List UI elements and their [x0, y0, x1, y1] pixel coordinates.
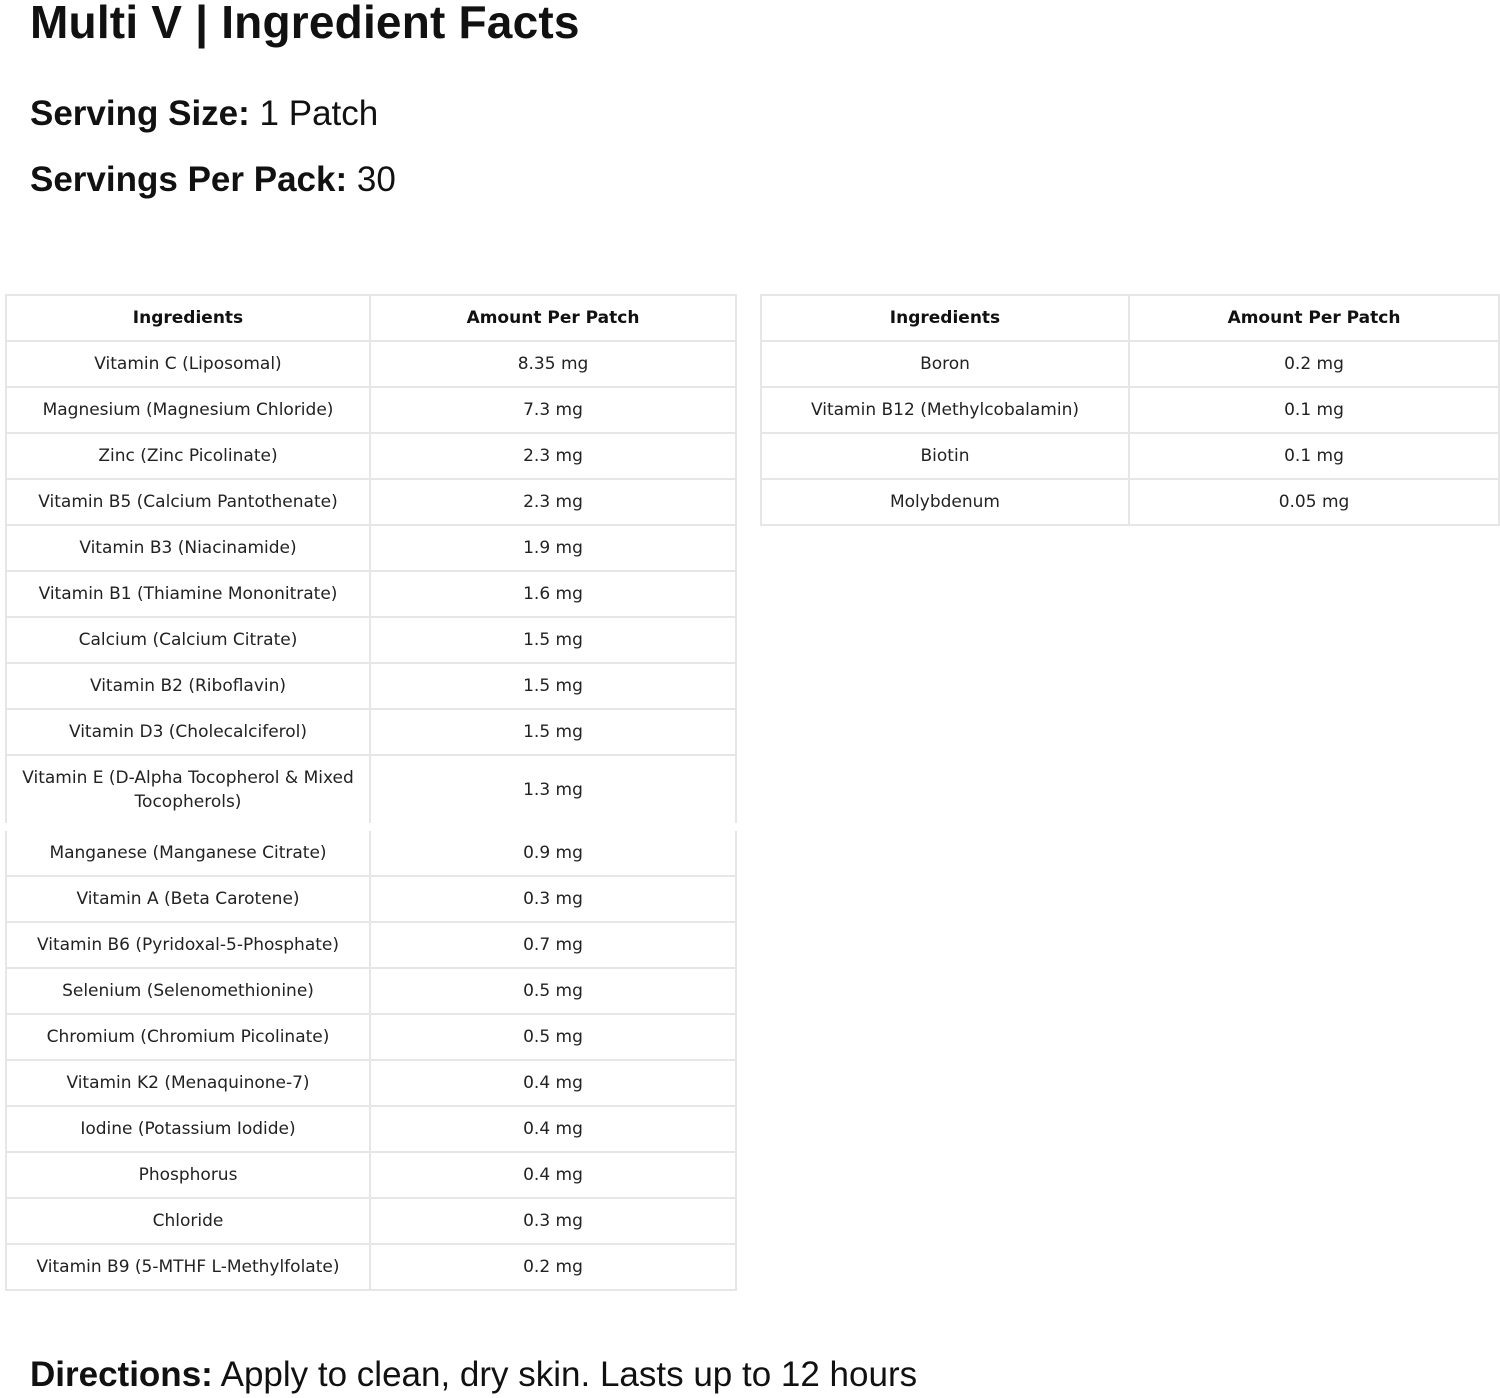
amount-cell: 1.9 mg: [370, 525, 736, 571]
ingredient-cell: Vitamin E (D-Alpha Tocopherol & Mixed Tocopherols): [6, 755, 370, 827]
table-header-row: [6, 295, 736, 341]
table-row: [6, 479, 736, 525]
amount-cell: 1.3 mg: [370, 755, 736, 827]
ingredient-cell: Zinc (Zinc Picolinate): [6, 433, 370, 479]
ingredient-cell: Magnesium (Magnesium Chloride): [6, 387, 370, 433]
ingredient-cell: Vitamin B3 (Niacinamide): [6, 525, 370, 571]
serving-size-label: Serving Size:: [30, 94, 250, 133]
table-row: [6, 1014, 736, 1060]
directions-label: Directions:: [30, 1355, 213, 1394]
amount-cell: 0.1 mg: [1129, 387, 1499, 433]
amount-cell: 1.5 mg: [370, 617, 736, 663]
table-row: [6, 1152, 736, 1198]
table-row: [761, 387, 1499, 433]
column-header-ingredients: Ingredients: [6, 295, 370, 341]
ingredient-cell: Boron: [761, 341, 1129, 387]
ingredient-cell: Molybdenum: [761, 479, 1129, 525]
column-header-amount: Amount Per Patch: [1129, 295, 1499, 341]
amount-cell: 0.4 mg: [370, 1106, 736, 1152]
amount-cell: 8.35 mg: [370, 341, 736, 387]
servings-per-pack-value: 30: [356, 160, 396, 199]
ingredient-cell: Iodine (Potassium Iodide): [6, 1106, 370, 1152]
ingredient-cell: Vitamin C (Liposomal): [6, 341, 370, 387]
ingredient-cell: Calcium (Calcium Citrate): [6, 617, 370, 663]
amount-cell: 0.7 mg: [370, 922, 736, 968]
table-row: [6, 1244, 736, 1290]
ingredient-cell: Vitamin D3 (Cholecalciferol): [6, 709, 370, 755]
ingredient-cell: Vitamin B9 (5-MTHF L-Methylfolate): [6, 1244, 370, 1290]
serving-size: [30, 92, 378, 136]
table-row: [6, 663, 736, 709]
ingredient-cell: Vitamin A (Beta Carotene): [6, 876, 370, 922]
ingredient-cell: Chromium (Chromium Picolinate): [6, 1014, 370, 1060]
table-row: [6, 968, 736, 1014]
ingredient-cell: Phosphorus: [6, 1152, 370, 1198]
amount-cell: 0.3 mg: [370, 876, 736, 922]
table-row: [6, 525, 736, 571]
ingredient-cell: Vitamin B5 (Calcium Pantothenate): [6, 479, 370, 525]
table-row: [6, 1106, 736, 1152]
amount-cell: 2.3 mg: [370, 479, 736, 525]
ingredient-cell: Biotin: [761, 433, 1129, 479]
amount-cell: 7.3 mg: [370, 387, 736, 433]
directions: [30, 1353, 917, 1397]
table-row: [6, 433, 736, 479]
servings-per-pack: [30, 158, 396, 202]
table-row: [6, 709, 736, 755]
table-row: [6, 617, 736, 663]
table-row: [6, 1198, 736, 1244]
ingredient-cell: Vitamin K2 (Menaquinone-7): [6, 1060, 370, 1106]
amount-cell: 0.5 mg: [370, 968, 736, 1014]
ingredient-cell: Vitamin B2 (Riboflavin): [6, 663, 370, 709]
amount-cell: 0.5 mg: [370, 1014, 736, 1060]
serving-size-value: 1 Patch: [259, 94, 379, 133]
table-row: [761, 433, 1499, 479]
amount-cell: 0.9 mg: [370, 827, 736, 876]
table-row: [6, 1060, 736, 1106]
ingredients-table-right: [760, 294, 1500, 526]
table-row: [6, 755, 736, 827]
ingredient-cell: Selenium (Selenomethionine): [6, 968, 370, 1014]
amount-cell: 0.4 mg: [370, 1152, 736, 1198]
amount-cell: 0.1 mg: [1129, 433, 1499, 479]
column-header-ingredients: Ingredients: [761, 295, 1129, 341]
table-row: [6, 341, 736, 387]
amount-cell: 0.2 mg: [1129, 341, 1499, 387]
amount-cell: 0.4 mg: [370, 1060, 736, 1106]
ingredient-cell: Chloride: [6, 1198, 370, 1244]
table-row: [6, 922, 736, 968]
table-row: [761, 341, 1499, 387]
page-title: Multi V | Ingredient Facts: [30, 0, 580, 48]
servings-per-pack-label: Servings Per Pack:: [30, 160, 348, 199]
directions-text: Apply to clean, dry skin. Lasts up to 12 hours: [220, 1355, 918, 1394]
ingredient-cell: Manganese (Manganese Citrate): [6, 827, 370, 876]
table-row: [761, 479, 1499, 525]
amount-cell: 2.3 mg: [370, 433, 736, 479]
ingredient-cell: Vitamin B1 (Thiamine Mononitrate): [6, 571, 370, 617]
table-row: [6, 827, 736, 876]
amount-cell: 1.5 mg: [370, 709, 736, 755]
table-header-row: [761, 295, 1499, 341]
amount-cell: 1.6 mg: [370, 571, 736, 617]
ingredient-cell: Vitamin B6 (Pyridoxal-5-Phosphate): [6, 922, 370, 968]
amount-cell: 1.5 mg: [370, 663, 736, 709]
table-row: [6, 387, 736, 433]
table-row: [6, 876, 736, 922]
column-header-amount: Amount Per Patch: [370, 295, 736, 341]
ingredient-cell: Vitamin B12 (Methylcobalamin): [761, 387, 1129, 433]
amount-cell: 0.3 mg: [370, 1198, 736, 1244]
amount-cell: 0.05 mg: [1129, 479, 1499, 525]
ingredients-table-left: [5, 294, 737, 1291]
table-row: [6, 571, 736, 617]
amount-cell: 0.2 mg: [370, 1244, 736, 1290]
